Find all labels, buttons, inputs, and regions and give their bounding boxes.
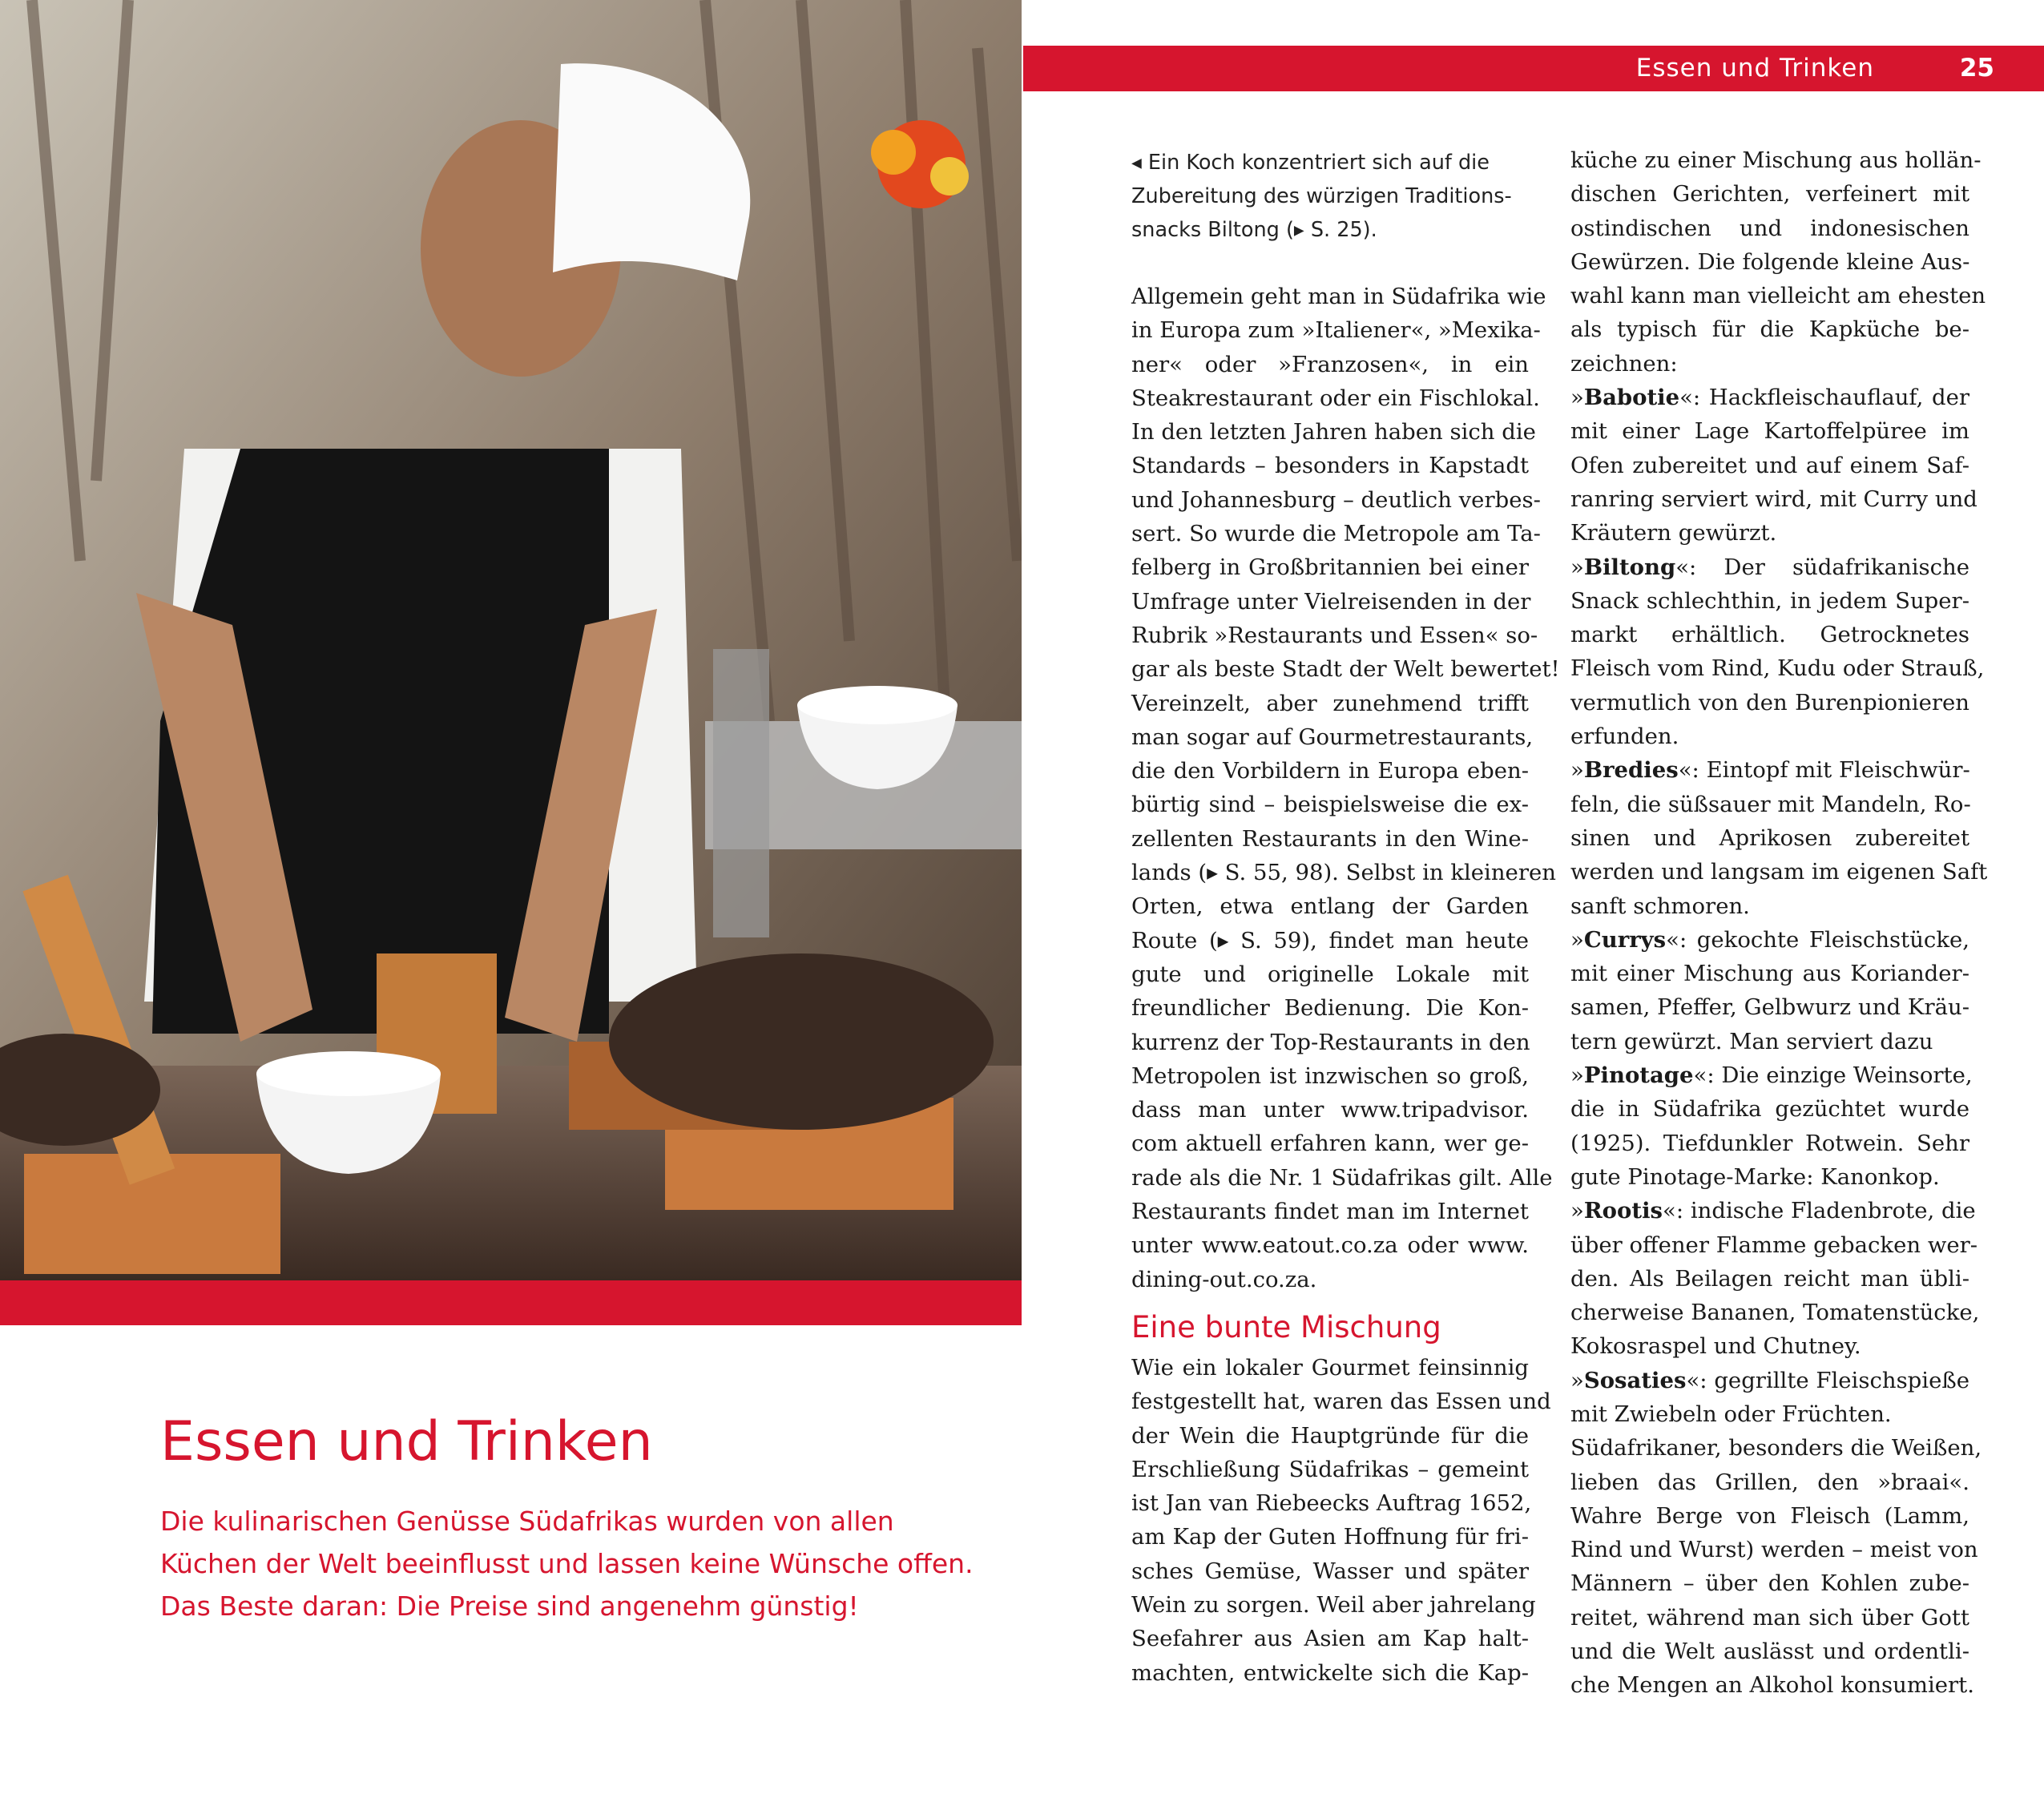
text-line: gar als beste Stadt der Welt bewertet!: [1131, 656, 1560, 683]
text-line: Erschließung Südafrikas – gemeint: [1131, 1456, 1529, 1482]
text-line: dischen Gerichten, verfeinert mit: [1570, 181, 1969, 208]
text-line: über offener Flamme gebacken wer-: [1570, 1232, 1978, 1258]
text-line: Fleisch vom Rind, Kudu oder Strauß,: [1570, 655, 1985, 682]
text-line: erfunden.: [1570, 724, 1679, 750]
text-line: Gewürzen. Die folgende kleine Aus-: [1570, 248, 1970, 275]
text-line: Standards – besonders in Kapstadt: [1131, 453, 1529, 479]
text-line: Vereinzelt, aber zunehmend trifft: [1131, 690, 1529, 716]
entry-rootis: »Rootis«: indische Fladenbrote, die: [1570, 1198, 1976, 1224]
entry-bredies: »Bredies«: Eintopf mit Fleischwür-: [1570, 757, 1970, 784]
text-line: vermutlich von den Burenpionieren: [1570, 689, 1969, 716]
text-line: wahl kann man vielleicht am ehesten: [1570, 283, 1986, 309]
text-line: felberg in Großbritannien bei einer: [1131, 554, 1529, 581]
text-line: man sogar auf Gourmetrestaurants,: [1131, 724, 1534, 750]
subheading: Eine bunte Mischung: [1131, 1309, 1441, 1344]
text-line: gute Pinotage-Marke: Kanonkop.: [1570, 1163, 1940, 1190]
text-line: küche zu einer Mischung aus hollän-: [1570, 147, 1982, 173]
text-line: Metropolen ist inzwischen so groß,: [1131, 1062, 1529, 1089]
entry-term: Biltong: [1583, 554, 1676, 580]
text-line: Südafrikaner, besonders die Weißen,: [1570, 1435, 1982, 1461]
text-line: Kräutern gewürzt.: [1570, 520, 1777, 546]
lead-line: Küchen der Welt beeinflusst und lassen keine Wünsche offen.: [160, 1548, 974, 1579]
text-line: unter www.eatout.co.za oder www.: [1131, 1232, 1529, 1259]
text-line: rade als die Nr. 1 Südafrikas gilt. Alle: [1131, 1164, 1553, 1191]
text-line: Wein zu sorgen. Weil aber jahrelang: [1131, 1591, 1536, 1618]
text-line: che Mengen an Alkohol konsumiert.: [1570, 1672, 1974, 1699]
entry-sosaties: »Sosaties«: gegrillte Fleischspieße: [1570, 1367, 1969, 1393]
text-line: Rubrik »Restaurants und Essen« so-: [1131, 622, 1538, 648]
text-line: zeichnen:: [1570, 350, 1678, 377]
lead-line: Das Beste daran: Die Preise sind angenehm günstig!: [160, 1590, 859, 1622]
chef-photo: [0, 0, 1022, 1280]
text-line: dining-out.co.za.: [1131, 1266, 1317, 1292]
text-line: Kokosraspel und Chutney.: [1570, 1333, 1861, 1360]
text-line: com aktuell erfahren kann, wer ge-: [1131, 1131, 1529, 1157]
text-line: freundlicher Bedienung. Die Kon-: [1131, 995, 1529, 1022]
caption-line: snacks Biltong (▸ S. 25).: [1131, 218, 1377, 242]
text-line: sanft schmoren.: [1570, 893, 1750, 919]
text-line: Snack schlechthin, in jedem Super-: [1570, 587, 1969, 614]
text-line: samen, Pfeffer, Gelbwurz und Kräu-: [1570, 994, 1969, 1021]
text-column-1: [1131, 280, 1560, 1690]
text-line: sches Gemüse, Wasser und später: [1131, 1558, 1529, 1584]
text-line: Restaurants findet man im Internet: [1131, 1199, 1529, 1225]
text-line: mit Zwiebeln oder Früchten.: [1570, 1401, 1892, 1427]
photo-red-band: [0, 1280, 1022, 1325]
caption-line: Zubereitung des würzigen Traditions-: [1131, 184, 1512, 208]
text-line: als typisch für die Kapküche be-: [1570, 316, 1969, 343]
page-number: 25: [1959, 54, 1994, 83]
text-line: Wahre Berge von Fleisch (Lamm,: [1570, 1502, 1969, 1529]
text-line: und die Welt auslässt und ordentli-: [1570, 1639, 1969, 1665]
text-line: lieben das Grillen, den »braai«.: [1570, 1469, 1969, 1495]
text-column-2: [1570, 143, 1988, 1703]
text-line: reitet, während man sich über Gott: [1570, 1604, 1969, 1631]
entry-term: Bredies: [1583, 757, 1679, 784]
text-line: zellenten Restaurants in den Wine-: [1131, 825, 1529, 852]
text-line: die in Südafrika gezüchtet wurde: [1570, 1096, 1969, 1123]
text-line: Männern – über den Kohlen zube-: [1570, 1570, 1969, 1597]
text-line: markt erhältlich. Getrocknetes: [1570, 622, 1969, 648]
running-header: [1023, 46, 2044, 91]
text-line: Seefahrer aus Asien am Kap halt-: [1131, 1626, 1529, 1652]
text-line: Wie ein lokaler Gourmet feinsinnig: [1131, 1354, 1529, 1381]
text-line: mit einer Mischung aus Koriander-: [1570, 961, 1969, 987]
header-title: Essen und Trinken: [1635, 54, 1874, 83]
entry-term: Rootis: [1583, 1198, 1663, 1224]
entry-term: Currys: [1583, 926, 1667, 953]
text-line: gute und originelle Lokale mit: [1131, 961, 1529, 987]
text-line: feln, die süßsauer mit Mandeln, Ro-: [1570, 791, 1971, 817]
text-line: in Europa zum »Italiener«, »Mexika-: [1131, 317, 1541, 344]
chef-cutting-biltong-image: [0, 0, 1022, 1280]
entry-pinotage: »Pinotage«: Die einzige Weinsorte,: [1570, 1062, 1973, 1089]
entry-term: Babotie: [1583, 385, 1680, 411]
text-line: In den letzten Jahren haben sich die: [1131, 419, 1536, 445]
text-line: (1925). Tiefdunkler Rotwein. Sehr: [1570, 1130, 1969, 1156]
text-line: kurrenz der Top-Restaurants in den: [1131, 1029, 1530, 1055]
text-line: Allgemein geht man in Südafrika wie: [1131, 284, 1546, 309]
caption-line: ◂ Ein Koch konzentriert sich auf die: [1131, 151, 1490, 175]
text-line: werden und langsam im eigenen Saft: [1570, 859, 1988, 885]
text-line: ner« oder »Franzosen«, in ein: [1131, 351, 1529, 377]
text-line: sinen und Aprikosen zubereitet: [1570, 824, 1969, 851]
text-line: bürtig sind – beispielsweise die ex-: [1131, 792, 1529, 818]
text-line: Ofen zubereitet und auf einem Saf-: [1570, 452, 1969, 478]
text-line: und Johannesburg – deutlich verbes-: [1131, 486, 1541, 513]
text-line: am Kap der Guten Hoffnung für fri-: [1131, 1524, 1529, 1550]
text-line: tern gewürzt. Man serviert dazu: [1570, 1028, 1933, 1054]
text-line: ostindischen und indonesischen: [1570, 215, 1969, 241]
text-line: festgestellt hat, waren das Essen und: [1131, 1389, 1551, 1415]
entry-currys: »Currys«: gekochte Fleischstücke,: [1570, 926, 1969, 953]
text-line: sert. So wurde die Metropole am Ta-: [1131, 521, 1541, 547]
chapter-lead: [160, 1500, 974, 1627]
entry-term: Pinotage: [1583, 1062, 1694, 1089]
text-line: Route (▸ S. 59), findet man heute: [1131, 927, 1529, 953]
photo-caption: [1131, 146, 1512, 247]
lead-line: Die kulinarischen Genüsse Südafrikas wurden von allen: [160, 1506, 894, 1537]
text-line: Umfrage unter Vielreisenden in der: [1131, 588, 1531, 615]
text-line: Steakrestaurant oder ein Fischlokal.: [1131, 385, 1540, 411]
text-line: cherweise Bananen, Tomatenstücke,: [1570, 1300, 1980, 1326]
text-line: mit einer Lage Kartoffelpüree im: [1570, 418, 1969, 445]
text-line: dass man unter www.tripadvisor.: [1131, 1097, 1529, 1123]
text-line: ranring serviert wird, mit Curry und: [1570, 486, 1977, 512]
text-line: Rind und Wurst) werden – meist von: [1570, 1537, 1978, 1563]
text-line: ist Jan van Riebeecks Auftrag 1652,: [1131, 1490, 1532, 1517]
text-line: der Wein die Hauptgründe für die: [1131, 1422, 1529, 1449]
text-line: machten, entwickelte sich die Kap-: [1131, 1659, 1529, 1686]
entry-babotie: »Babotie«: Hackfleischauflauf, der: [1570, 385, 1969, 411]
text-line: Orten, etwa entlang der Garden: [1131, 893, 1529, 920]
entry-term: Sosaties: [1583, 1367, 1687, 1393]
text-line: den. Als Beilagen reicht man übli-: [1570, 1265, 1969, 1292]
text-line: die den Vorbildern in Europa eben-: [1131, 758, 1529, 784]
text-line: lands (▸ S. 55, 98). Selbst in kleineren: [1131, 860, 1556, 886]
entry-biltong: »Biltong«: Der südafrikanische: [1570, 554, 1969, 580]
chapter-title: Essen und Trinken: [160, 1410, 653, 1473]
